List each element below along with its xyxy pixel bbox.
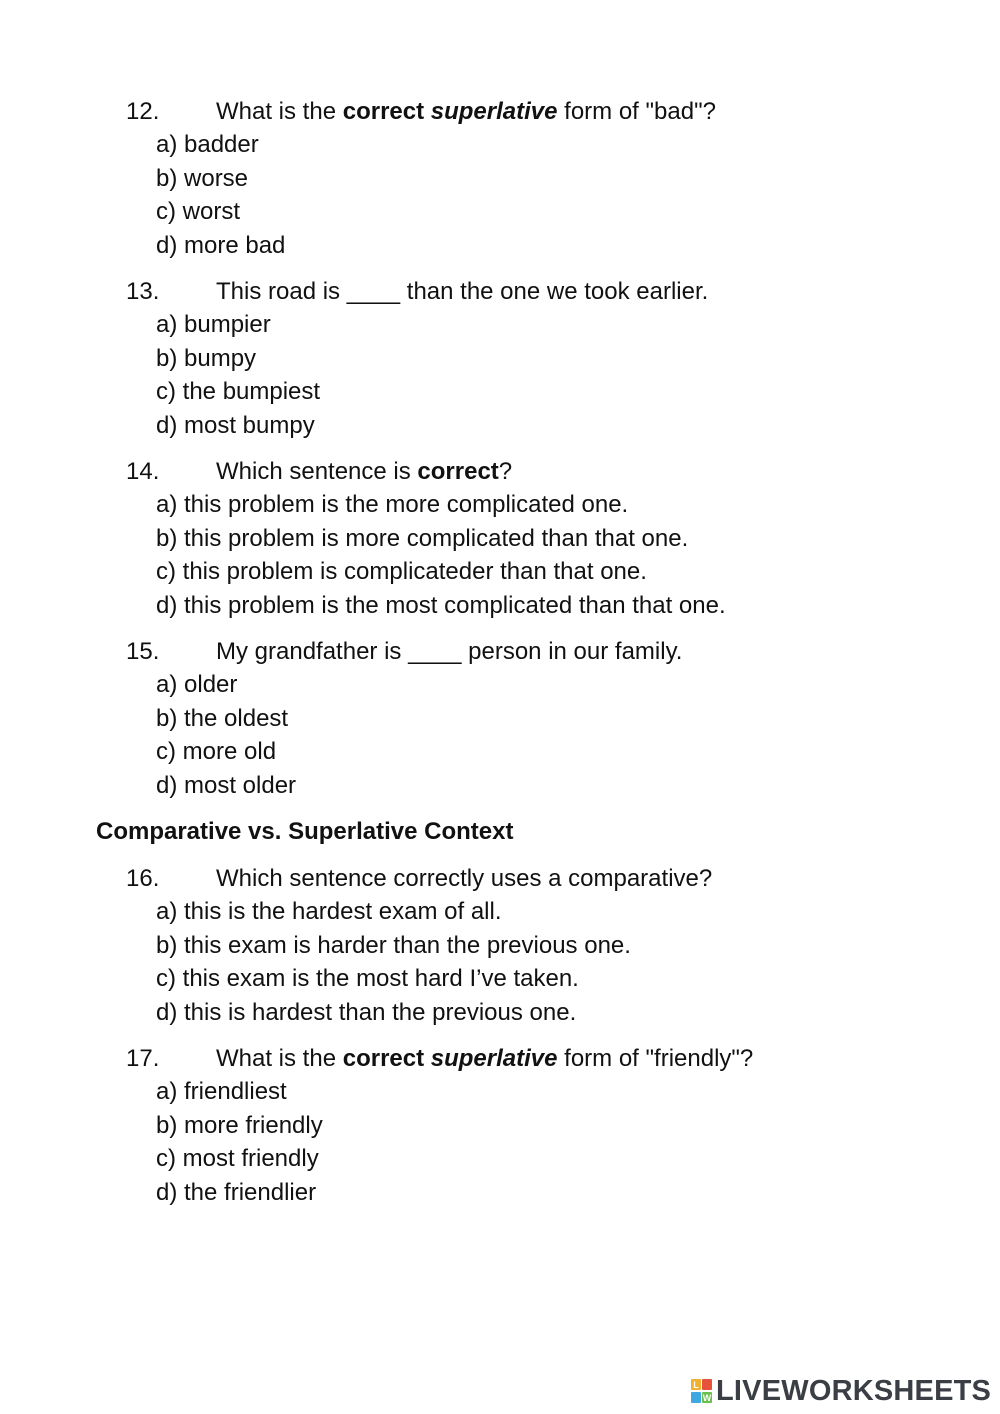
svg-text:L: L <box>693 1380 699 1390</box>
answer-option[interactable]: c) worst <box>156 198 240 226</box>
question-stem <box>0 862 1000 895</box>
question-number: 15. <box>126 638 160 665</box>
question-text-part: Which sentence correctly uses a comparative? <box>216 865 713 892</box>
question-text-part: Which sentence is <box>216 458 418 485</box>
question-number: 17. <box>126 1045 160 1072</box>
question-text-part: My grandfather is ____ person in our family. <box>216 638 683 665</box>
answer-option[interactable]: d) most bumpy <box>156 411 315 439</box>
question-stem <box>0 275 1000 308</box>
question-text <box>216 862 712 895</box>
answer-option[interactable]: a) bumpier <box>156 311 271 339</box>
question-text <box>216 635 682 668</box>
answer-option[interactable]: b) this exam is harder than the previous one. <box>156 931 631 959</box>
answer-option[interactable]: a) badder <box>156 131 259 159</box>
answer-option[interactable]: d) most older <box>156 771 297 799</box>
question-text <box>216 455 512 488</box>
question-13 <box>0 275 1000 442</box>
question-stem <box>0 1042 1000 1075</box>
answer-option[interactable]: b) the oldest <box>156 704 289 732</box>
question-stem <box>0 95 1000 128</box>
answer-option[interactable]: d) more bad <box>156 231 286 259</box>
question-text-part: This road is ____ than the one we took earlier. <box>216 278 709 305</box>
answer-option[interactable]: b) bumpy <box>156 344 257 372</box>
answer-option[interactable]: a) older <box>156 671 238 699</box>
answer-option[interactable]: b) this problem is more complicated than that one. <box>156 524 689 552</box>
answer-option[interactable]: b) worse <box>156 164 249 192</box>
question-number: 12. <box>126 98 160 125</box>
svg-text:W: W <box>702 1393 712 1403</box>
liveworksheets-logo[interactable] <box>691 1374 991 1408</box>
question-text-part: form of "friendly"? <box>557 1045 754 1072</box>
liveworksheets-mark-icon <box>691 1377 713 1405</box>
answer-option[interactable]: c) this exam is the most hard I’ve taken. <box>156 965 579 993</box>
question-number: 14. <box>126 458 160 485</box>
question-text <box>216 1042 753 1075</box>
answer-option[interactable]: c) more old <box>156 738 277 766</box>
emphasis-text: correct <box>417 458 499 485</box>
question-16 <box>0 862 1000 1029</box>
answer-option[interactable]: c) the bumpiest <box>156 378 321 406</box>
question-12 <box>0 95 1000 262</box>
answer-option[interactable]: d) this problem is the most complicated than that one. <box>156 591 726 619</box>
logo-text: LIVEWORKSHEETS <box>716 1374 992 1407</box>
question-15 <box>0 635 1000 802</box>
emphasis-text: correct <box>342 98 425 125</box>
question-text <box>216 95 716 128</box>
question-stem <box>0 635 1000 668</box>
question-text-part <box>424 98 431 125</box>
question-14 <box>0 455 1000 622</box>
answer-option[interactable]: d) this is hardest than the previous one. <box>156 998 577 1026</box>
answer-option[interactable]: a) this problem is the more complicated one. <box>156 491 629 519</box>
answer-option[interactable]: c) this problem is complicateder than that one. <box>156 558 647 586</box>
question-text-part: What is the <box>216 1045 343 1072</box>
question-text-part: What is the <box>216 98 343 125</box>
emphasis-text: correct <box>342 1045 425 1072</box>
question-text-part: form of "bad"? <box>557 98 716 125</box>
answer-option[interactable]: a) friendliest <box>156 1078 287 1106</box>
answer-option[interactable]: d) the friendlier <box>156 1178 317 1206</box>
answer-option[interactable]: b) more friendly <box>156 1111 323 1139</box>
question-17 <box>0 1042 1000 1209</box>
question-stem <box>0 455 1000 488</box>
answer-option[interactable]: c) most friendly <box>156 1145 319 1173</box>
question-text <box>216 275 708 308</box>
emphasis-text: superlative <box>430 98 558 125</box>
logo-mark-square <box>691 1392 701 1403</box>
section-heading: Comparative vs. Superlative Context <box>96 818 514 845</box>
question-text-part: ? <box>498 458 513 485</box>
emphasis-text: superlative <box>430 1045 558 1072</box>
logo-mark-square <box>702 1379 712 1390</box>
question-number: 16. <box>126 865 160 892</box>
question-text-part <box>424 1045 431 1072</box>
answer-option[interactable]: a) this is the hardest exam of all. <box>156 898 502 926</box>
question-number: 13. <box>126 278 160 305</box>
